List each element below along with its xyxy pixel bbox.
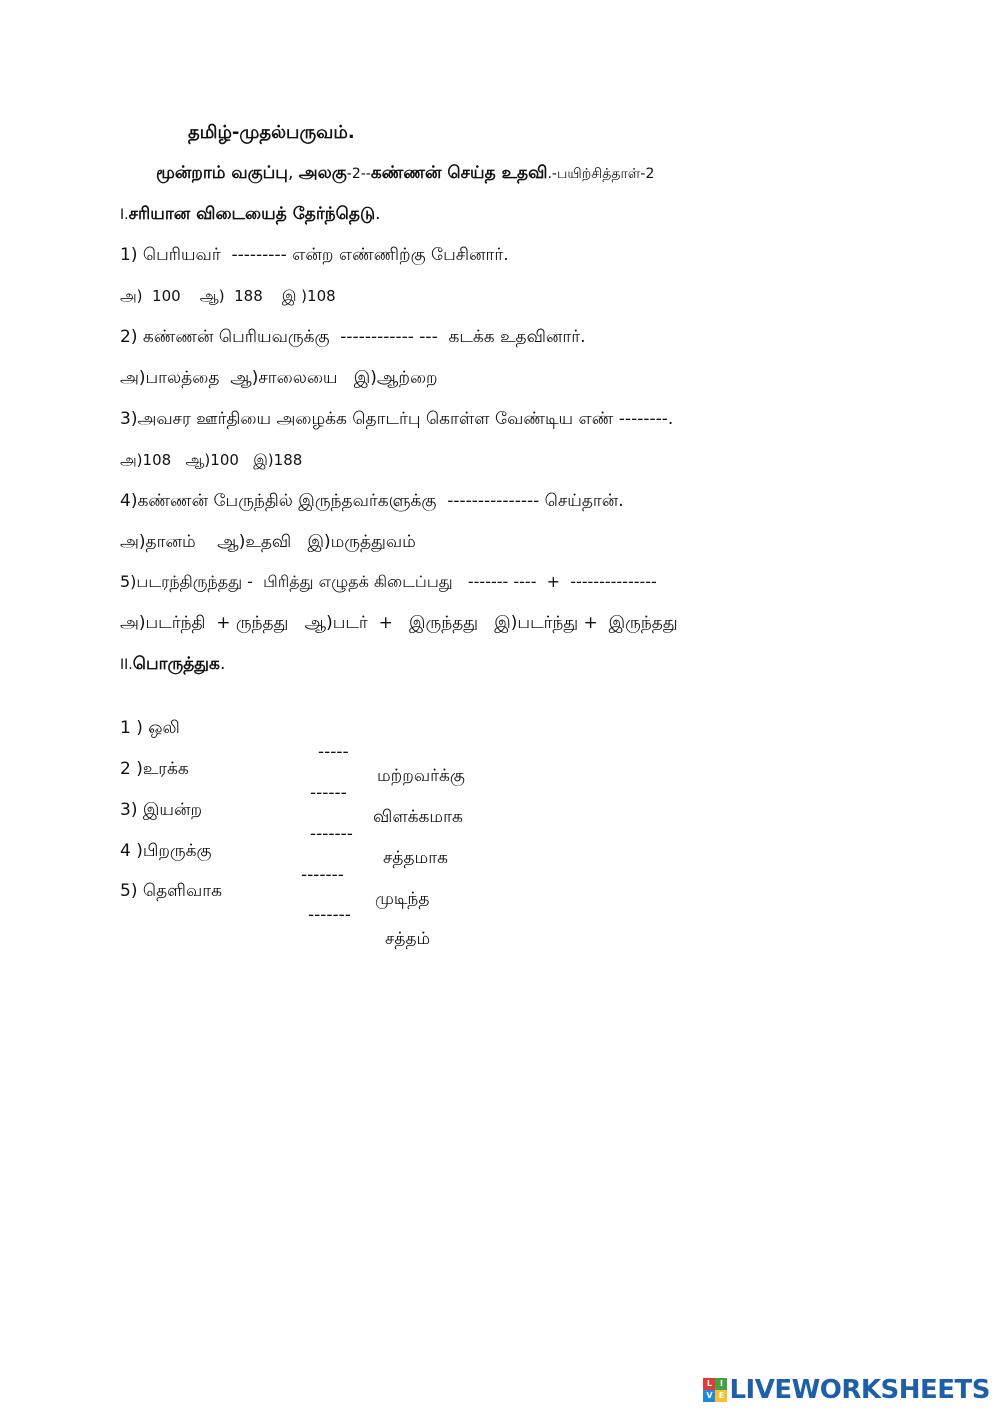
section-heading-dot: . [375, 204, 381, 224]
match-left: 5) தெளிவாக [120, 881, 222, 901]
section-heading-match [120, 652, 225, 677]
logo-icon-letter: L [703, 1378, 715, 1390]
question-3-options: அ)108 ஆ)100 இ)188 [120, 451, 303, 469]
grade-label: மூன்றாம் வகுப்பு [156, 163, 288, 183]
question-4: 4)கண்ணன் பேருந்தில் இருந்தவர்களுக்கு --------------- செய்தான். [120, 491, 624, 511]
match-right: மற்றவர்க்கு [377, 766, 465, 786]
match-right: விளக்கமாக [373, 807, 463, 827]
question-1: 1) பெரியவர் --------- என்ற எண்ணிற்கு பேசினார். [120, 245, 509, 265]
question-4-options: அ)தானம் ஆ)உதவி இ)மருத்துவம் [120, 532, 416, 552]
match-left: 3) இயன்ற [120, 800, 203, 820]
section-heading-text: பொருத்துக [132, 654, 220, 674]
liveworksheets-logo [703, 1375, 990, 1405]
worksheet-number: .-பயிற்சித்தாள்-2 [547, 166, 655, 182]
question-5: 5)படரந்திருந்தது - பிரித்து எழுதக் கிடைப்பது ------- ---- + --------------- [120, 572, 657, 591]
match-dash: ------- [310, 824, 353, 844]
section-numeral: II. [120, 657, 133, 673]
question-2: 2) கண்ணன் பெரியவருக்கு ------------ --- கடக்க உதவினார். [120, 327, 586, 347]
match-dash: ------- [301, 865, 344, 885]
section-heading-text: சரியான விடையைத் தேர்ந்தெடு [128, 204, 376, 224]
match-dash: ------ [310, 783, 347, 803]
section-heading-dot: . [219, 654, 226, 674]
match-left: 2 )உரக்க [120, 759, 189, 779]
section-heading-choose [120, 202, 381, 227]
lesson-title: கண்ணன் செய்த உதவி [370, 163, 548, 183]
match-right: சத்தமாக [383, 848, 448, 868]
match-right: முடிந்த [375, 889, 430, 909]
question-3: 3)அவசர ஊர்தியை அழைக்க தொடர்பு கொள்ள வேண்டிய எண் --------. [120, 409, 674, 429]
match-dash: ------- [308, 905, 351, 925]
logo-icon-letter: E [715, 1390, 727, 1402]
question-1-options: அ) 100 ஆ) 188 இ )108 [120, 287, 336, 305]
liveworksheets-logo-icon [703, 1378, 727, 1402]
unit-label: அலகு [298, 163, 347, 183]
unit-number: -2-- [346, 166, 371, 182]
match-left: 1 ) ஒலி [120, 718, 180, 738]
worksheet-title: தமிழ்-முதல்பருவம். [188, 122, 355, 143]
section-numeral: I. [120, 207, 129, 223]
subtitle-comma: , [287, 163, 299, 183]
logo-icon-letter: I [715, 1378, 727, 1390]
match-left: 4 )பிறருக்கு [120, 841, 212, 861]
match-right: சத்தம் [385, 929, 431, 949]
question-5-options: அ)படர்ந்தி + ருந்தது ஆ)படர் + இருந்தது இ)படர்ந்து + இருந்தது [120, 613, 678, 633]
worksheet-subtitle [156, 161, 654, 186]
liveworksheets-logo-text: LIVEWORKSHEETS [729, 1375, 990, 1405]
match-dash: ----- [318, 742, 349, 762]
logo-icon-letter: V [703, 1390, 715, 1402]
question-2-options: அ)பாலத்தை ஆ)சாலையை இ)ஆற்றை [120, 368, 438, 388]
